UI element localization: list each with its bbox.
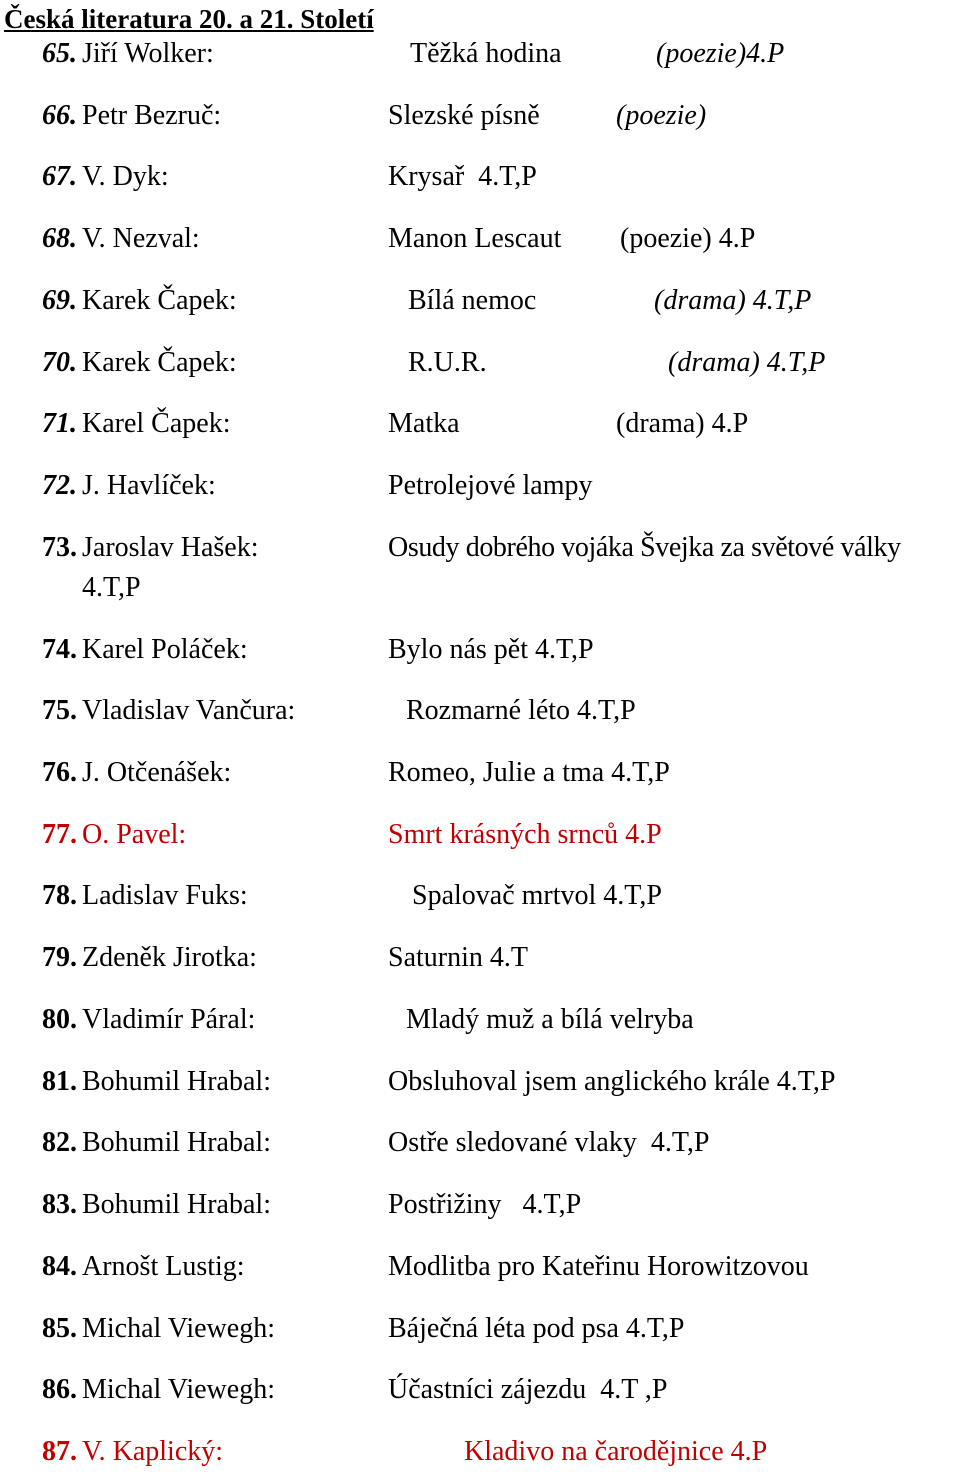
entry-number: 70.	[42, 347, 77, 378]
list-item	[0, 1187, 960, 1223]
entry-author: Vladislav Vančura:	[82, 695, 296, 726]
entry-work: Romeo, Julie a tma 4.T,P	[388, 757, 670, 788]
entry-number: 87.	[42, 1436, 77, 1467]
entry-author: Karel Poláček:	[82, 634, 248, 665]
entry-genre: (drama) 4.P	[616, 408, 749, 439]
list-item	[0, 36, 960, 72]
list-item	[0, 1311, 960, 1347]
entry-number: 68.	[42, 223, 77, 254]
entry-author: Bohumil Hrabal:	[82, 1066, 271, 1097]
entry-work: Spalovač mrtvol 4.T,P	[412, 880, 662, 911]
entry-author: V. Dyk:	[82, 161, 169, 192]
entry-number: 67.	[42, 161, 77, 192]
entry-number: 73.	[42, 532, 77, 563]
list-item	[0, 159, 960, 195]
list-item	[0, 1249, 960, 1285]
entry-number: 81.	[42, 1066, 77, 1097]
entry-genre: (poezie)4.P	[656, 38, 785, 69]
entry-number: 71.	[42, 408, 77, 439]
entry-number: 82.	[42, 1127, 77, 1158]
list-item	[0, 817, 960, 853]
entry-author: Petr Bezruč:	[82, 100, 222, 131]
entry-work: Matka	[388, 408, 460, 439]
list-item	[0, 755, 960, 791]
entry-author: Bohumil Hrabal:	[82, 1127, 271, 1158]
entry-author: J. Otčenášek:	[82, 757, 232, 788]
entry-work: Saturnin 4.T	[388, 942, 528, 973]
page-title: Česká literatura 20. a 21. Století	[4, 4, 374, 34]
entry-author: Karek Čapek:	[82, 347, 237, 378]
entry-number: 80.	[42, 1004, 77, 1035]
entry-author: O. Pavel:	[82, 819, 187, 850]
entry-author: Vladimír Páral:	[82, 1004, 256, 1035]
entry-genre: (drama) 4.T,P	[654, 285, 812, 316]
entry-number: 75.	[42, 695, 77, 726]
entry-author: Jiří Wolker:	[82, 38, 214, 69]
entry-work: Bílá nemoc	[408, 285, 537, 316]
list-item	[0, 1372, 960, 1408]
entry-work: Kladivo na čarodějnice 4.P	[464, 1436, 768, 1467]
entry-author: Michal Viewegh:	[82, 1374, 275, 1405]
entry-work: Petrolejové lampy	[388, 470, 593, 501]
entry-work: Modlitba pro Kateřinu Horowitzovou	[388, 1251, 809, 1282]
entry-author: V. Nezval:	[82, 223, 200, 254]
entry-author: Karel Čapek:	[82, 408, 231, 439]
entry-author: Michal Viewegh:	[82, 1313, 275, 1344]
list-item	[0, 693, 960, 729]
entry-number: 76.	[42, 757, 77, 788]
list-item	[0, 98, 960, 134]
entry-work: Postřižiny 4.T,P	[388, 1189, 582, 1220]
entry-genre: (poezie) 4.P	[620, 223, 756, 254]
entry-author: Jaroslav Hašek:	[82, 532, 259, 563]
entry-work: Obsluhoval jsem anglického krále 4.T,P	[388, 1066, 836, 1097]
entry-work: Těžká hodina	[410, 38, 562, 69]
entry-number: 79.	[42, 942, 77, 973]
entry-author: J. Havlíček:	[82, 470, 216, 501]
list-item	[0, 283, 960, 319]
list-item	[0, 406, 960, 442]
entry-continuation: 4.T,P	[82, 572, 141, 603]
entry-author: Zdeněk Jirotka:	[82, 942, 257, 973]
entry-number: 85.	[42, 1313, 77, 1344]
entry-author: Karek Čapek:	[82, 285, 237, 316]
entry-work: Mladý muž a bílá velryba	[406, 1004, 694, 1035]
entry-work: Osudy dobrého vojáka Švejka za světové války	[388, 532, 901, 563]
list-item	[0, 221, 960, 257]
entry-number: 65.	[42, 38, 77, 69]
list-item	[0, 1002, 960, 1038]
entry-number: 86.	[42, 1374, 77, 1405]
entry-number: 83.	[42, 1189, 77, 1220]
entry-author: Arnošt Lustig:	[82, 1251, 245, 1282]
entry-author: Bohumil Hrabal:	[82, 1189, 271, 1220]
entry-number: 69.	[42, 285, 77, 316]
list-item	[0, 1434, 960, 1470]
list-item	[0, 530, 960, 566]
entry-genre: (poezie)	[616, 100, 707, 131]
entry-work: Rozmarné léto 4.T,P	[406, 695, 636, 726]
list-item	[0, 1064, 960, 1100]
entry-work: Účastníci zájezdu 4.T ,P	[388, 1374, 668, 1405]
entry-author: V. Kaplický:	[82, 1436, 224, 1467]
entry-work: Manon Lescaut	[388, 223, 562, 254]
entry-work: Krysař 4.T,P	[388, 161, 537, 192]
entry-number: 78.	[42, 880, 77, 911]
entry-author: Ladislav Fuks:	[82, 880, 248, 911]
list-item	[0, 468, 960, 504]
list-item	[0, 632, 960, 668]
list-item	[0, 878, 960, 914]
entry-number: 84.	[42, 1251, 77, 1282]
entry-number: 66.	[42, 100, 77, 131]
entry-work: Báječná léta pod psa 4.T,P	[388, 1313, 685, 1344]
entry-number: 77.	[42, 819, 77, 850]
entry-number: 74.	[42, 634, 77, 665]
entry-work: Smrt krásných srnců 4.P	[388, 819, 662, 850]
list-item	[0, 940, 960, 976]
entry-work: Slezské písně	[388, 100, 540, 131]
entry-work: Bylo nás pět 4.T,P	[388, 634, 594, 665]
entry-number: 72.	[42, 470, 77, 501]
list-item	[0, 345, 960, 381]
entry-work: R.U.R.	[408, 347, 487, 378]
entry-genre: (drama) 4.T,P	[668, 347, 826, 378]
entry-work: Ostře sledované vlaky 4.T,P	[388, 1127, 710, 1158]
list-item	[0, 1125, 960, 1161]
